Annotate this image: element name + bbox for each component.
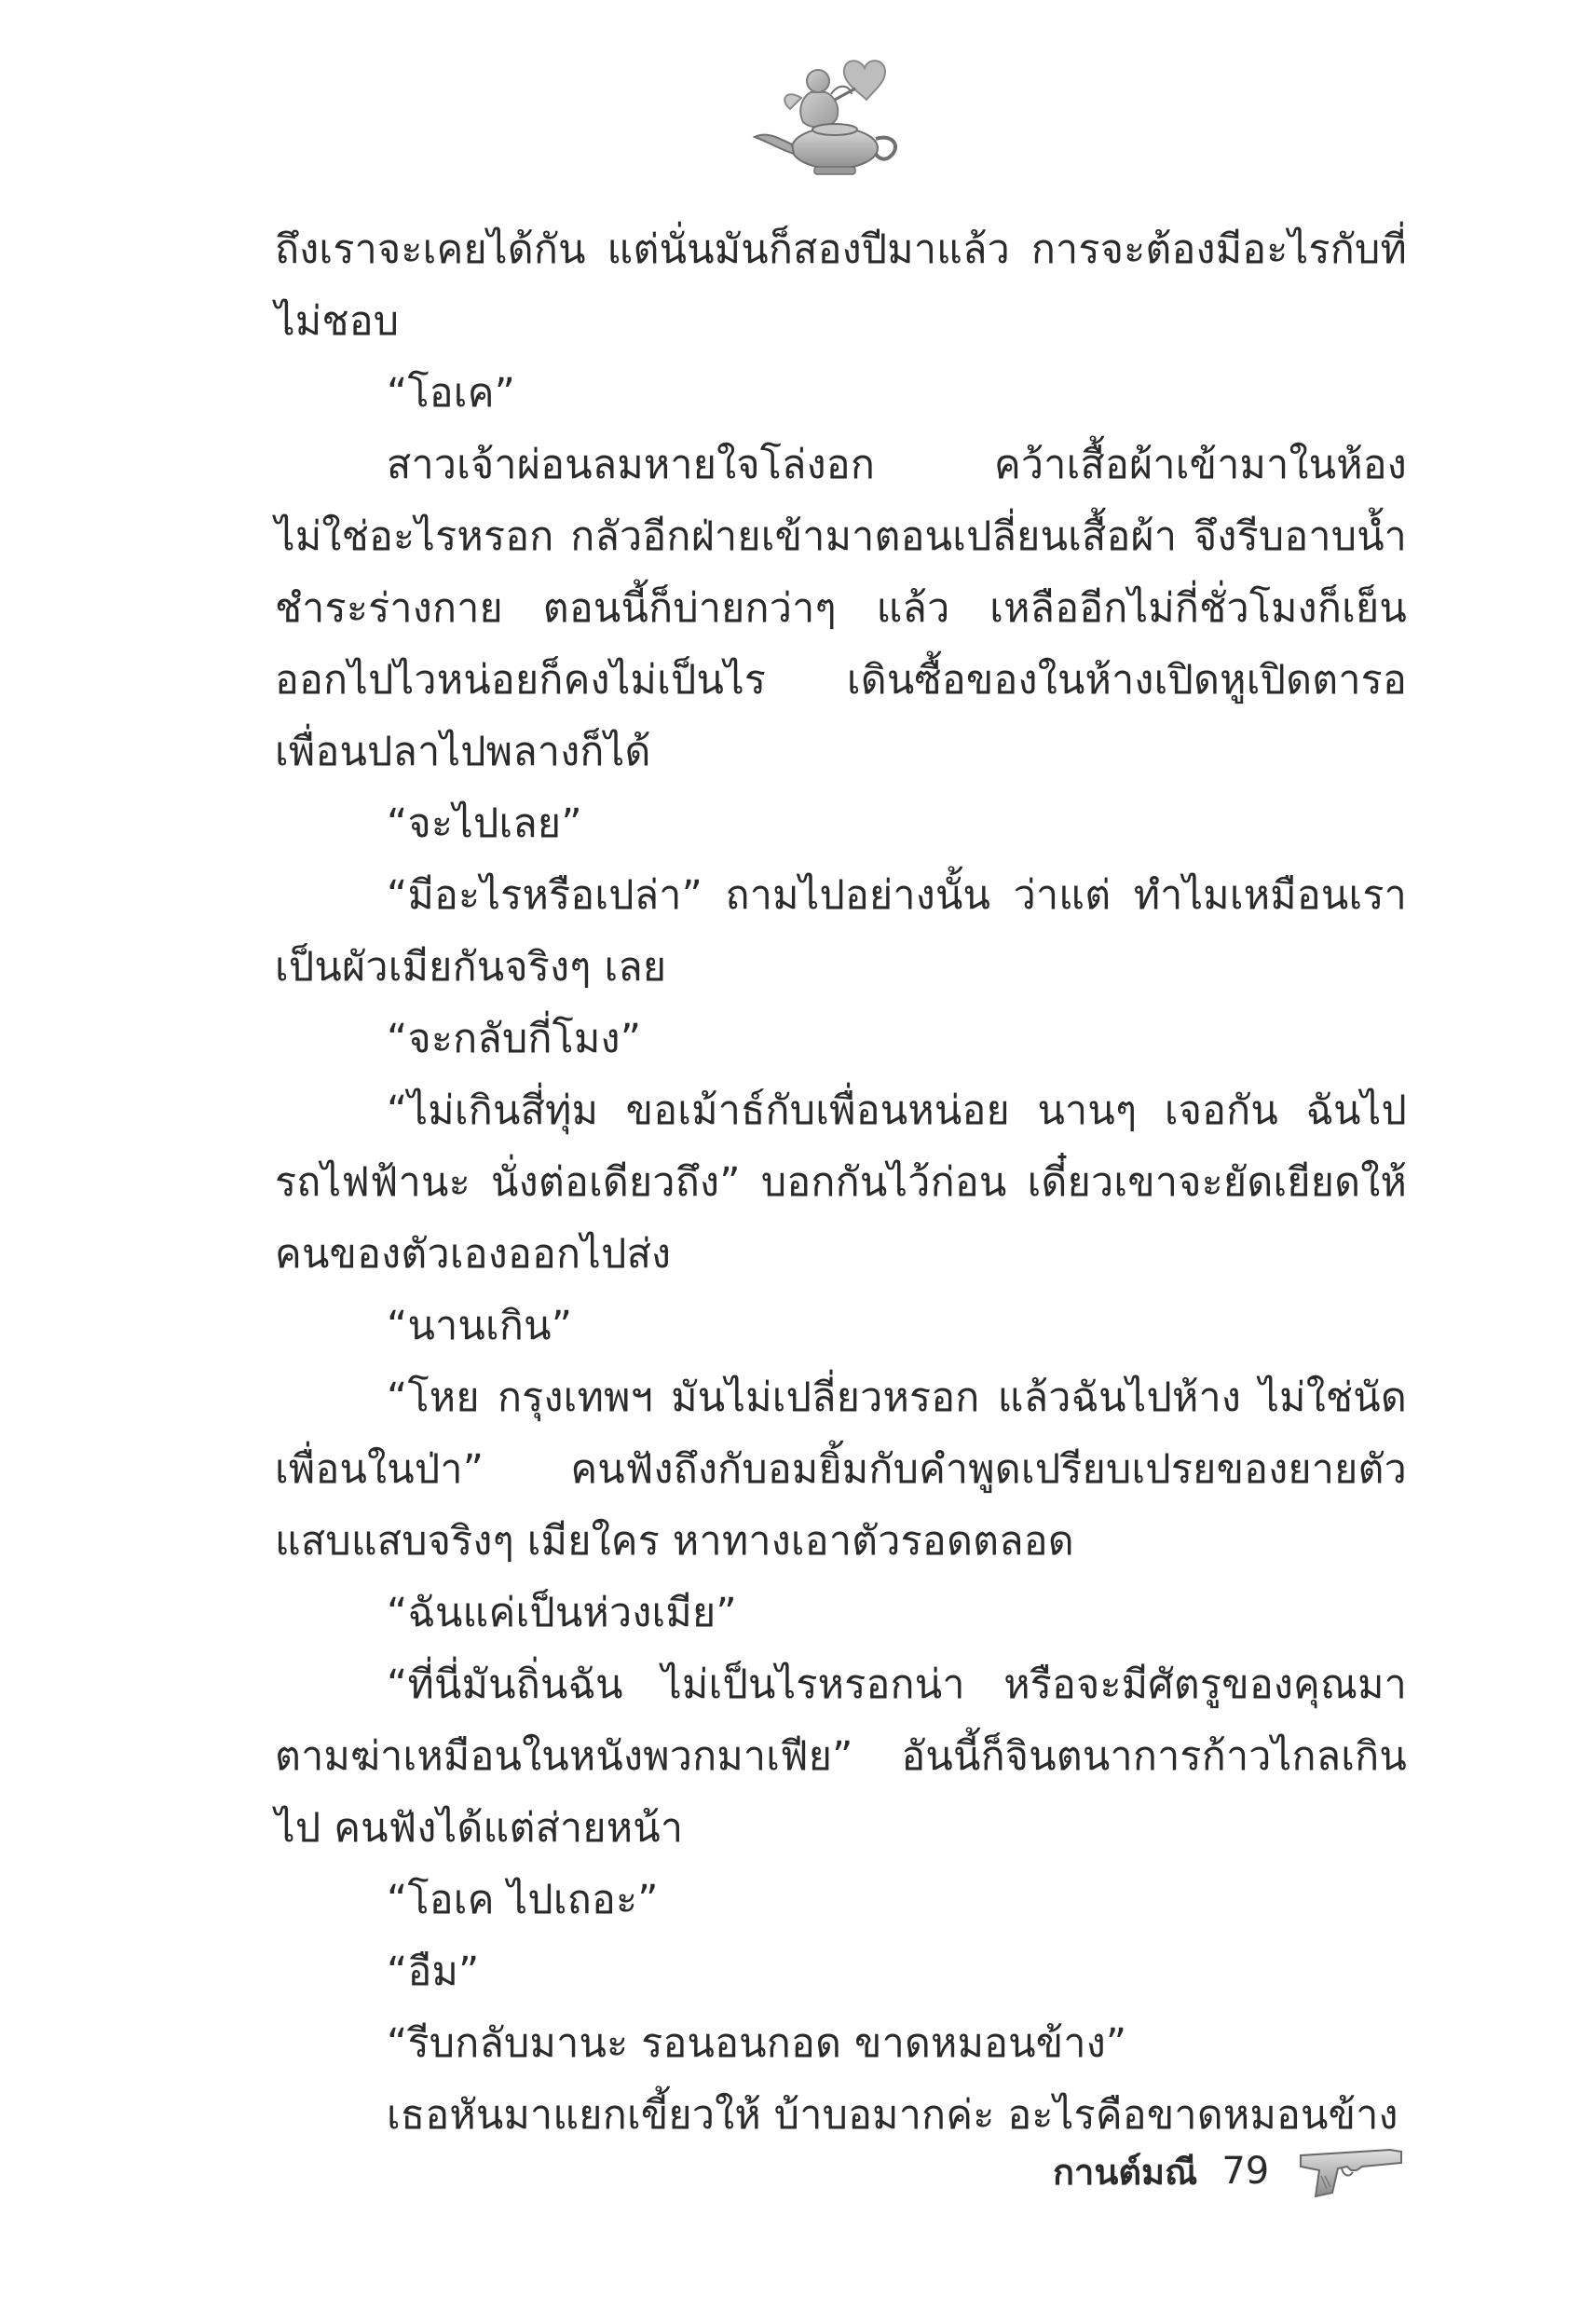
paragraph: ถึงเราจะเคยได้กัน แต่นั่นมันก็สองปีมาแล้ว การจะต้องมีอะไรกับที่ไม่ชอบ: [275, 226, 1407, 345]
paragraph: “โอเค”: [387, 370, 516, 417]
paragraph: “มีอะไรหรือเปล่า” ถามไปอย่างนั้น ว่าแต่ ทำไมเหมือนเราเป็นผัวเมียกันจริงๆ เลย: [275, 872, 1407, 991]
pistol-icon: [1297, 2139, 1409, 2204]
page-number: 79: [1221, 2150, 1270, 2193]
paragraph: “โหย กรุงเทพฯ มันไม่เปลี่ยวหรอก แล้วฉันไปห้าง ไม่ใช่นัดเพื่อนในป่า” คนฟังถึงกับอมยิ้มกับคำพูดเปรียบเปรยของยายตัวแสบแสบจริงๆ เมียใคร หาทางเอาตัวรอดตลอด: [275, 1374, 1407, 1565]
paragraph: เธอหันมาแยกเขี้ยวให้ บ้าบอมากค่ะ อะไรคือขาดหมอนข้าง: [387, 2092, 1398, 2139]
chapter-body-text: [275, 214, 1407, 2152]
paragraph: “ไม่เกินสี่ทุ่ม ขอเม้าธ์กับเพื่อนหน่อย นานๆ เจอกัน ฉันไปรถไฟฟ้านะ นั่งต่อเดียวถึง” บอกกันไว้ก่อน เดี๋ยวเขาจะยัดเยียดให้คนของตัวเองออกไปส่ง: [275, 1087, 1407, 1278]
paragraph: สาวเจ้าผ่อนลมหายใจโล่งอก คว้าเสื้อผ้าเข้ามาในห้อง ไม่ใช่อะไรหรอก กลัวอีกฝ่ายเข้ามาตอนเปลี่ยนเสื้อผ้า จึงรีบอาบน้ำชำระร่างกาย ตอนนี้ก็บ่ายกว่าๆ แล้ว เหลืออีกไม่กี่ชั่วโมงก็เย็น ออกไปไวหน่อยก็คงไม่เป็นไร เดินซื้อของในห้างเปิดหูเปิดตารอเพื่อนปลาไปพลางก็ได้: [275, 442, 1407, 775]
paragraph: “ที่นี่มันถิ่นฉัน ไม่เป็นไรหรอกน่า หรือจะมีศัตรูของคุณมาตามฆ่าเหมือนในหนังพวกมาเฟีย” อันนี้ก็จินตนาการก้าวไกลเกินไป คนฟังได้แต่ส่ายหน้า: [275, 1661, 1407, 1852]
book-title: กานต์มณี: [1053, 2151, 1198, 2193]
paragraph: “โอเค ไปเถอะ”: [387, 1877, 659, 1923]
paragraph: “นานเกิน”: [387, 1303, 573, 1349]
page-footer: [1053, 2139, 1409, 2204]
paragraph: “รีบกลับมานะ รอนอนกอด ขาดหมอนข้าง”: [387, 2020, 1127, 2067]
paragraph: “ฉันแค่เป็นห่วงเมีย”: [387, 1590, 737, 1636]
cupid-teapot-icon: [745, 51, 908, 191]
paragraph: “อืม”: [387, 1949, 480, 1995]
paragraph: “จะกลับกี่โมง”: [387, 1016, 642, 1062]
paragraph: “จะไปเลย”: [387, 800, 582, 847]
